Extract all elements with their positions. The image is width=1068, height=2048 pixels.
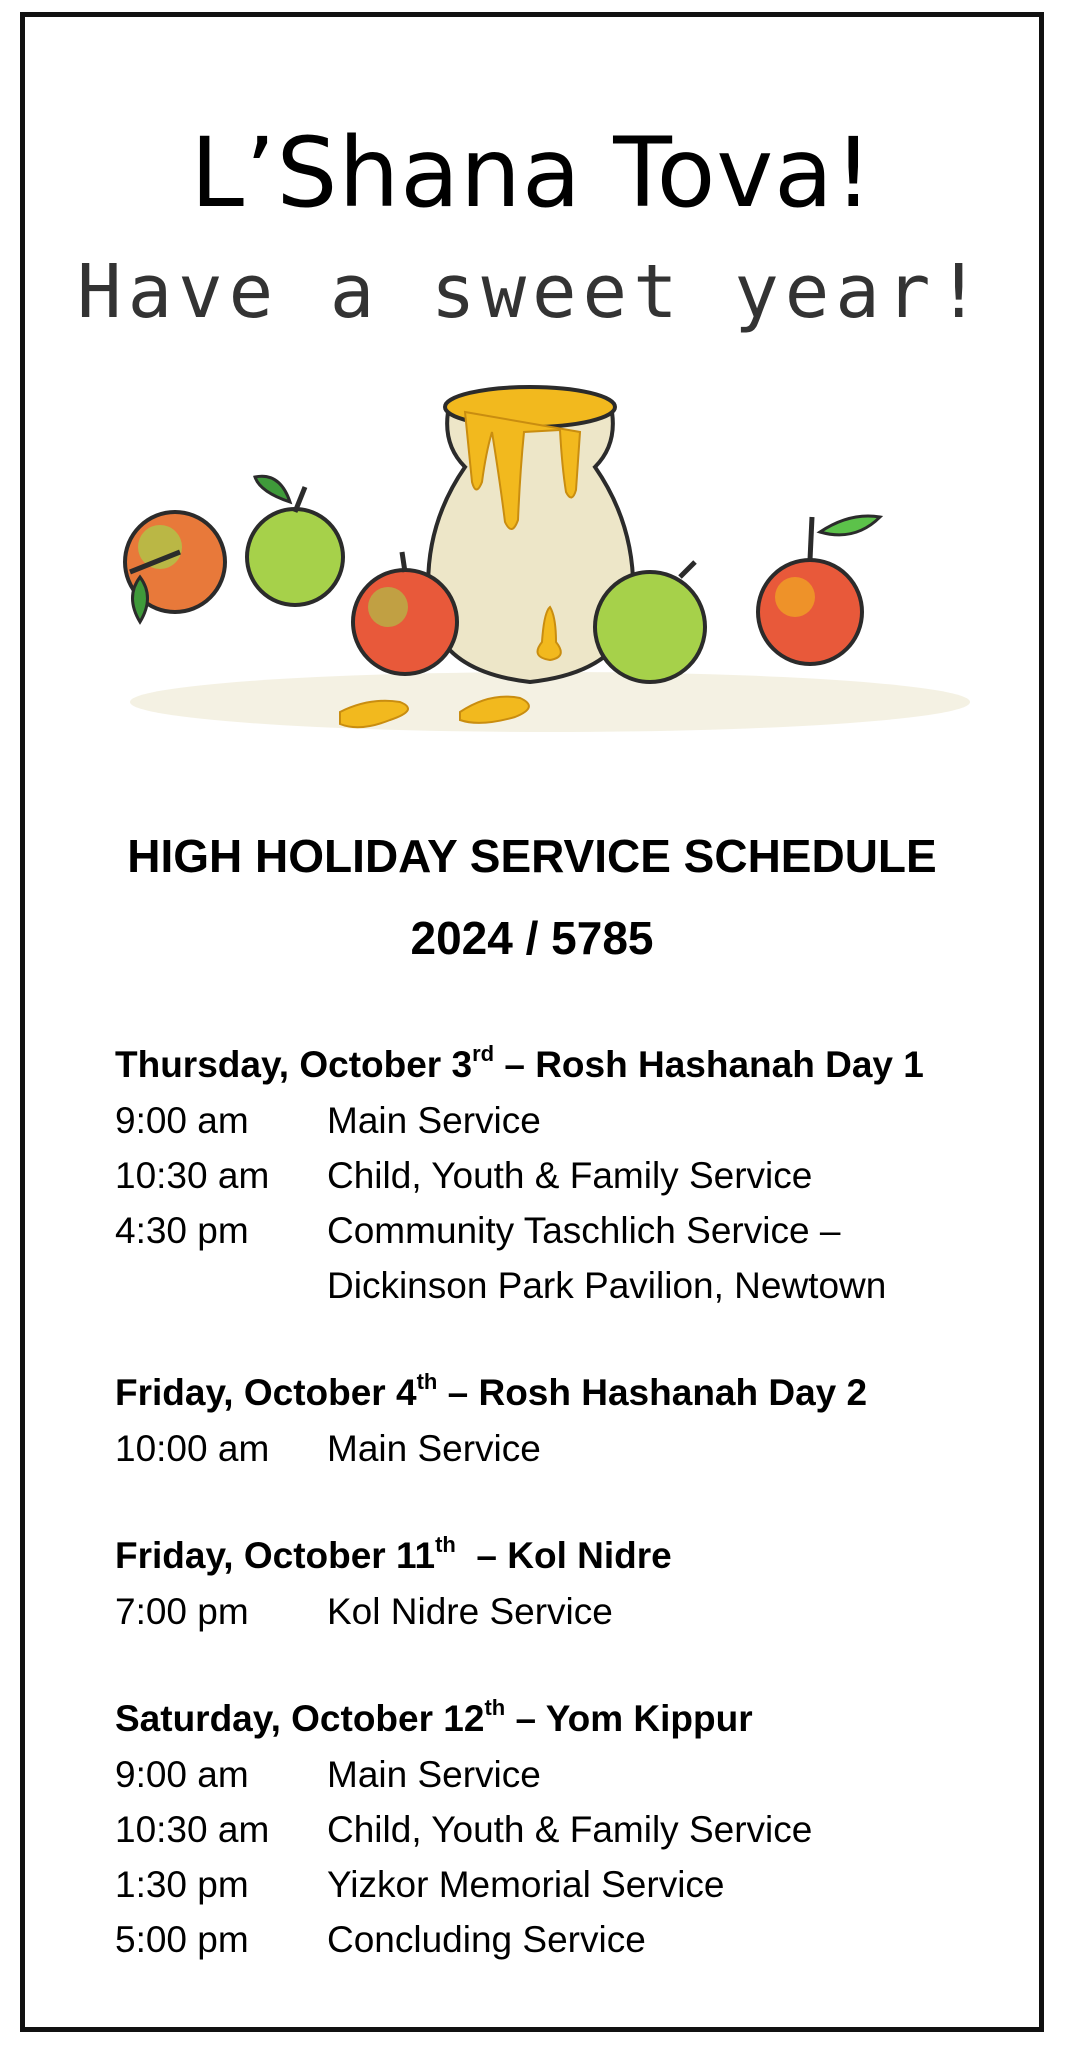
day-title: Saturday, October 12th – Yom Kippur bbox=[115, 1695, 753, 1739]
service-name: Kol Nidre Service bbox=[327, 1591, 613, 1632]
service-name: Concluding Service bbox=[327, 1919, 646, 1960]
service-time: 5:00 pm bbox=[115, 1919, 249, 1960]
service-time: 10:30 am bbox=[115, 1809, 270, 1850]
flyer-frame bbox=[20, 12, 1044, 2032]
service-name: Child, Youth & Family Service bbox=[327, 1155, 813, 1196]
greeting-title: L’Shana Tova! bbox=[190, 117, 874, 229]
service-row bbox=[115, 1802, 1015, 1857]
service-time: 10:00 am bbox=[115, 1428, 270, 1469]
service-row bbox=[115, 1203, 1015, 1313]
service-name: Main Service bbox=[327, 1428, 541, 1469]
service-row bbox=[115, 1148, 1015, 1203]
service-time: 10:30 am bbox=[115, 1155, 270, 1196]
day-block bbox=[115, 1691, 1015, 1967]
schedule-heading: HIGH HOLIDAY SERVICE SCHEDULE bbox=[127, 830, 937, 882]
service-name: Community Taschlich Service – Dickinson Park Pavilion, Newtown bbox=[327, 1210, 887, 1306]
day-title: Friday, October 4th – Rosh Hashanah Day 2 bbox=[115, 1369, 868, 1413]
service-time: 9:00 am bbox=[115, 1100, 249, 1141]
apple-icon bbox=[758, 516, 880, 664]
service-row bbox=[115, 1747, 1015, 1802]
apple-icon bbox=[247, 476, 343, 605]
apple-icon bbox=[125, 512, 225, 622]
day-title: Friday, October 11th – Kol Nidre bbox=[115, 1532, 672, 1576]
service-row bbox=[115, 1857, 1015, 1912]
service-time: 9:00 am bbox=[115, 1754, 249, 1795]
service-name: Main Service bbox=[327, 1100, 541, 1141]
day-title: Thursday, October 3rd – Rosh Hashanah Day 1 bbox=[115, 1041, 924, 1085]
service-row bbox=[115, 1421, 1015, 1476]
service-row bbox=[115, 1584, 1015, 1639]
service-row bbox=[115, 1093, 1015, 1148]
day-block bbox=[115, 1037, 1015, 1313]
service-time: 1:30 pm bbox=[115, 1864, 249, 1905]
honey-pot-apples-illustration bbox=[120, 372, 990, 762]
greeting-subtitle: Have a sweet year! bbox=[77, 249, 987, 335]
service-name: Main Service bbox=[327, 1754, 541, 1795]
service-location: Dickinson Park Pavilion, Newtown bbox=[327, 1265, 887, 1306]
day-block bbox=[115, 1365, 1015, 1476]
service-time: 4:30 pm bbox=[115, 1210, 249, 1251]
service-name: Child, Youth & Family Service bbox=[327, 1809, 813, 1850]
service-row bbox=[115, 1912, 1015, 1967]
day-block bbox=[115, 1528, 1015, 1639]
service-time: 7:00 pm bbox=[115, 1591, 249, 1632]
schedule-year: 2024 / 5785 bbox=[410, 912, 654, 964]
service-schedule bbox=[115, 1037, 1015, 2019]
service-name: Yizkor Memorial Service bbox=[327, 1864, 725, 1905]
